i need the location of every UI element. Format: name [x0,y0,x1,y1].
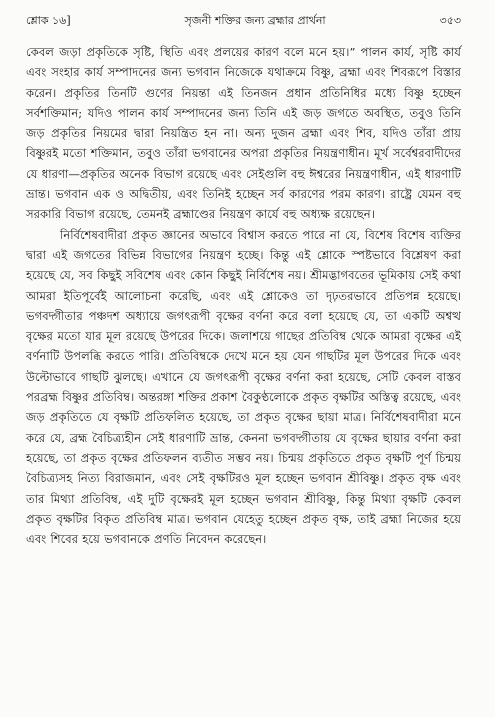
page-number: ৩৫৩ [439,14,461,27]
paragraph-1: কেবল জড়া প্রকৃতিকে সৃষ্টি, স্থিতি এবং প্রলয়ের কারণ বলে মনে হয়।” পালন কার্য, সৃষ্টি কার্য এবং সংহার কার্য সম্পাদনের জন্য ভগবান নিজেকে যথাক্রমে বিষ্ণু, ব্রহ্মা এবং শিবরূপে বিস্তার করেন। প্রকৃতির তিনটি গুণের নিয়ন্তা এই তিনজন প্রধান প্রতিনিধির মধ্যে বিষ্ণু হচ্ছেন সর্বশক্তিমান; যদিও পালন কার্য সম্পাদনের জন্য তিনি এই জড় জগতে অবস্থিত, তবুও তিনি জড় প্রকৃতির নিয়মের দ্বারা নিয়ন্ত্রিত হন না। অন্য দুজন ব্রহ্মা এবং শিব, যদিও তাঁরা প্রায় বিষ্ণুরই মতো শক্তিমান, তবুও তাঁরা ভগবানের অপরা প্রকৃতির নিয়ন্ত্রণাধীন। মূর্খ সর্বেশ্বরবাদীদের যে ধারণা—প্রকৃতির অনেক বিভাগ রয়েছে এবং সেইগুলি বহু ঈশ্বরের নিয়ন্ত্রণাধীন, এই ধারণাটি ভ্রান্ত। ভগবান এক ও অদ্বিতীয়, এবং তিনিই হচ্ছেন সর্ব কারণের পরম কারণ। রাষ্ট্রে যেমন বহু সরকারি বিভাগ রয়েছে, তেমনই ব্রহ্মাণ্ডের নিয়ন্ত্রণ কার্যে বহু অধ্যক্ষ রয়েছেন। [26,45,461,222]
chapter-title: সৃজনী শক্তির জন্য ব্রহ্মার প্রার্থনা [184,14,326,27]
running-header [26,14,461,28]
verse-reference: শ্লোক ১৬] [26,14,71,27]
paragraph-2: নির্বিশেষবাদীরা প্রকৃত জ্ঞানের অভাবে বিশ্বাস করতে পারে না যে, বিশেষ বিশেষ ব্যক্তির দ্বারা এই জগতের বিভিন্ন বিভাগের নিয়ন্ত্রণ হচ্ছে। কিন্তু এই শ্লোকে স্পষ্টভাবে বিশ্লেষণ করা হয়েছে যে, সব কিছুই সবিশেষ এবং কোন কিছুই নির্বিশেষ নয়। শ্রীমদ্ভাগবতের ভূমিকায় সেই কথা আমরা ইতিপূর্বেই আলোচনা করেছি, এবং এই শ্লোকেও তা দৃঢ়তরভাবে প্রতিপন্ন হয়েছে। ভগবদ্গীতার পঞ্চদশ অধ্যায়ে জগৎরূপী বৃক্ষের বর্ণনা করে বলা হয়েছে যে, তা একটি অশ্বত্থ বৃক্ষের মতো যার মূল রয়েছে উপরের দিকে। জলাশয়ে গাছের প্রতিবিম্ব থেকে আমরা বৃক্ষের এই বর্ণনাটি উপলব্ধি করতে পারি। প্রতিবিম্বকে দেখে মনে হয় যেন গাছটির মূল উপরের দিকে এবং উল্টোভাবে গাছটি ঝুলছে। এখানে যে জগৎরূপী বৃক্ষের বর্ণনা করা হয়েছে, সেটি কেবল বাস্তব পরব্রহ্ম বিষ্ণুর প্রতিবিম্ব। অন্তরঙ্গা শক্তির প্রকাশ বৈকুণ্ঠলোকে প্রকৃত বৃক্ষটির অস্তিত্ব রয়েছে, এবং জড় প্রকৃতিতে যে বৃক্ষটি প্রতিফলিত হয়েছে, তা প্রকৃত বৃক্ষের ছায়া মাত্র। নির্বিশেষবাদীরা মনে করে যে, ব্রহ্ম বৈচিত্র্যহীন সেই ধারণাটি ভ্রান্ত, কেননা ভগবদ্গীতায় যে বৃক্ষের ছায়ার বর্ণনা করা হয়েছে, তা প্রকৃত বৃক্ষের প্রতিফলন ব্যতীত সম্ভব নয়। চিন্ময় প্রকৃতিতে প্রকৃত বৃক্ষটি পূর্ণ চিন্ময় বৈচিত্র্যসহ নিত্য বিরাজমান, এবং সেই বৃক্ষটিরও মূল হচ্ছেন ভগবান শ্রীবিষ্ণু। প্রকৃত বৃক্ষ এবং তার মিথ্যা প্রতিবিম্ব, এই দুটি বৃক্ষেরই মূল হচ্ছেন ভগবান শ্রীবিষ্ণু, কিন্তু মিথ্যা বৃক্ষটি কেবল প্রকৃত বৃক্ষটির বিকৃত প্রতিবিম্ব মাত্র। ভগবান যেহেতু হচ্ছেন প্রকৃত বৃক্ষ, তাই ব্রহ্মা নিজের হয়ে এবং শিবের হয়ে ভগবানকে প্রণতি নিবেদন করেছেন। [26,227,461,547]
